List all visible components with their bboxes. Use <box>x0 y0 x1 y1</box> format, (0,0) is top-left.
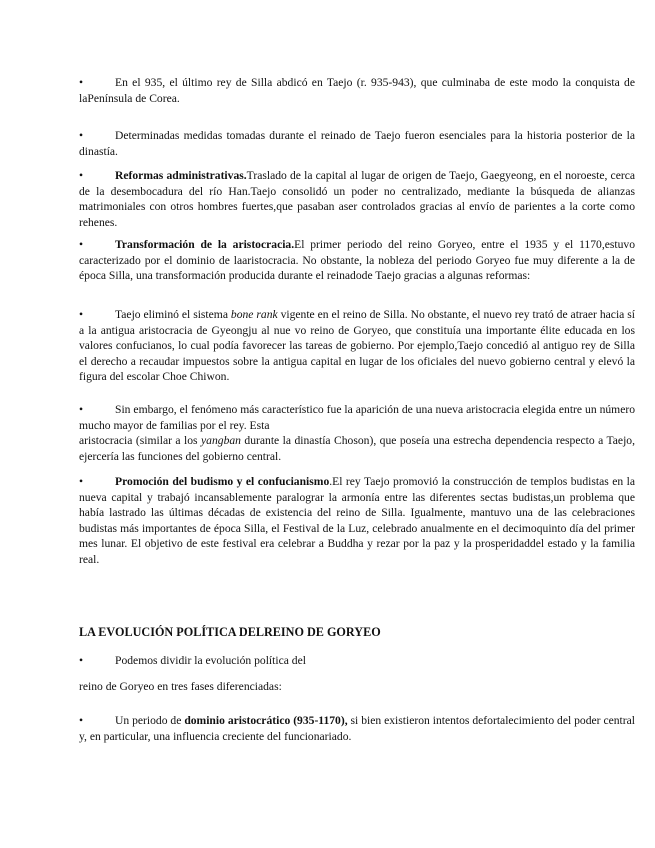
paragraph-text: Un periodo de <box>115 714 185 727</box>
paragraph-italic: bone rank <box>230 308 278 321</box>
paragraph-text: Taejo eliminó el sistema <box>115 308 231 321</box>
bullet: • <box>79 308 84 321</box>
paragraph-4 <box>79 237 635 284</box>
paragraph-bold: dominio aristocrático (935-1170), <box>184 714 348 727</box>
paragraph-text: .El rey Taejo promovió la construcción de templos budistas en la nueva capital y trabajó incansablemente paralograr la armonía entre las diferentes sectas budistas,un problema que había lastrado las últimas décadas de existencia del reino de Silla. Igualmente, mantuvo una de las celebraciones budistas más importantes de época Silla, el Festival de la Luz, celebrado anualmente en el decimoquinto día del primer mes lunar. El objetivo de este festival era celebrar a Buddha y rezar por la paz y la prosperidaddel estado y la familia real. <box>79 475 635 566</box>
paragraph-text: reino de Goryeo en tres fases diferenciadas: <box>79 680 282 693</box>
paragraph-2 <box>79 128 635 159</box>
paragraph-text: El primer periodo del reino Goryeo, entre el 1935 y el 1170,estuvo caracterizado por el dominio de laaristocracia. No obstante, la nobleza del periodo Goryeo fue muy diferente a la de época Silla, una transformación producida durante el reinadode Taejo gracias a algunas reformas: <box>79 238 635 283</box>
bullet: • <box>79 129 84 142</box>
paragraph-text: Sin embargo, el fenómeno más característico fue la aparición de una nueva aristocracia elegida entre un número mucho mayor de familias por el rey. Esta <box>79 403 635 432</box>
paragraph-6 <box>79 402 635 464</box>
bullet: • <box>79 714 84 727</box>
section2-paragraph-2 <box>79 679 635 695</box>
bullet: • <box>79 238 84 251</box>
bullet: • <box>79 654 84 667</box>
paragraph-text: durante la dinastía Choson), que poseía una estrecha dependencia respecto a Taejo, ejercería las funciones del gobierno central. <box>79 434 635 463</box>
paragraph-italic: yangban <box>201 434 241 448</box>
paragraph-bold-lead: Transformación de la aristocracia. <box>115 238 295 251</box>
bullet: • <box>79 76 84 89</box>
paragraph-text: Podemos dividir la evolución política del <box>115 654 306 667</box>
bullet: • <box>79 403 84 416</box>
paragraph-text: si bien existieron intentos defortalecimiento del poder central y, en particular, una influencia creciente del funcionariado. <box>79 714 635 743</box>
paragraph-text: vigente en el reino de Silla. No obstante, el nuevo rey trató de atraer hacia sí a la antigua aristocracia de Gyeongju al nue vo reino de Goryeo, que constituía una importante élite educada en los valores confucianos, lo cual podía favorecer las tareas de gobierno. Por ejemplo,Taejo concedió al antiguo rey de Silla el derecho a recaudar impuestos sobre la antigua capital en lugar de los oficiales del nuevo gobierno central y elevó la figura del escolar Choe Chiwon. <box>79 308 635 384</box>
section-heading: LA EVOLUCIÓN POLÍTICA DELREINO DE GORYEO <box>79 625 381 639</box>
bullet: • <box>79 475 84 488</box>
paragraph-5 <box>79 307 635 385</box>
paragraph-text: aristocracia (similar a los <box>79 434 202 448</box>
paragraph-bold-lead: Reformas administrativas. <box>115 169 247 182</box>
bullet: • <box>79 169 84 182</box>
paragraph-7 <box>79 474 635 568</box>
paragraph-3 <box>79 168 635 230</box>
paragraph-bold-lead: Promoción del budismo y el confucianismo <box>115 475 330 488</box>
paragraph-text: Determinadas medidas tomadas durante el reinado de Taejo fueron esenciales para la historia posterior de la dinastía. <box>79 129 635 158</box>
paragraph-text: Traslado de la capital al lugar de origen de Taejo, Gaegyeong, en el noroeste, cerca de la desembocadura del río Han.Taejo consolidó un poder no centralizado, mediante la búsqueda de alianzas matrimoniales con otros hombres fuertes,que pasaban aser controlados gracias al envío de parientes a la corte como rehenes. <box>79 169 635 229</box>
paragraph-text: En el 935, el último rey de Silla abdicó en Taejo (r. 935-943), que culminaba de este modo la conquista de laPenínsula de Corea. <box>79 76 635 105</box>
section2-paragraph-3 <box>79 713 635 744</box>
section2-paragraph-1 <box>79 653 635 669</box>
paragraph-1 <box>79 75 635 106</box>
